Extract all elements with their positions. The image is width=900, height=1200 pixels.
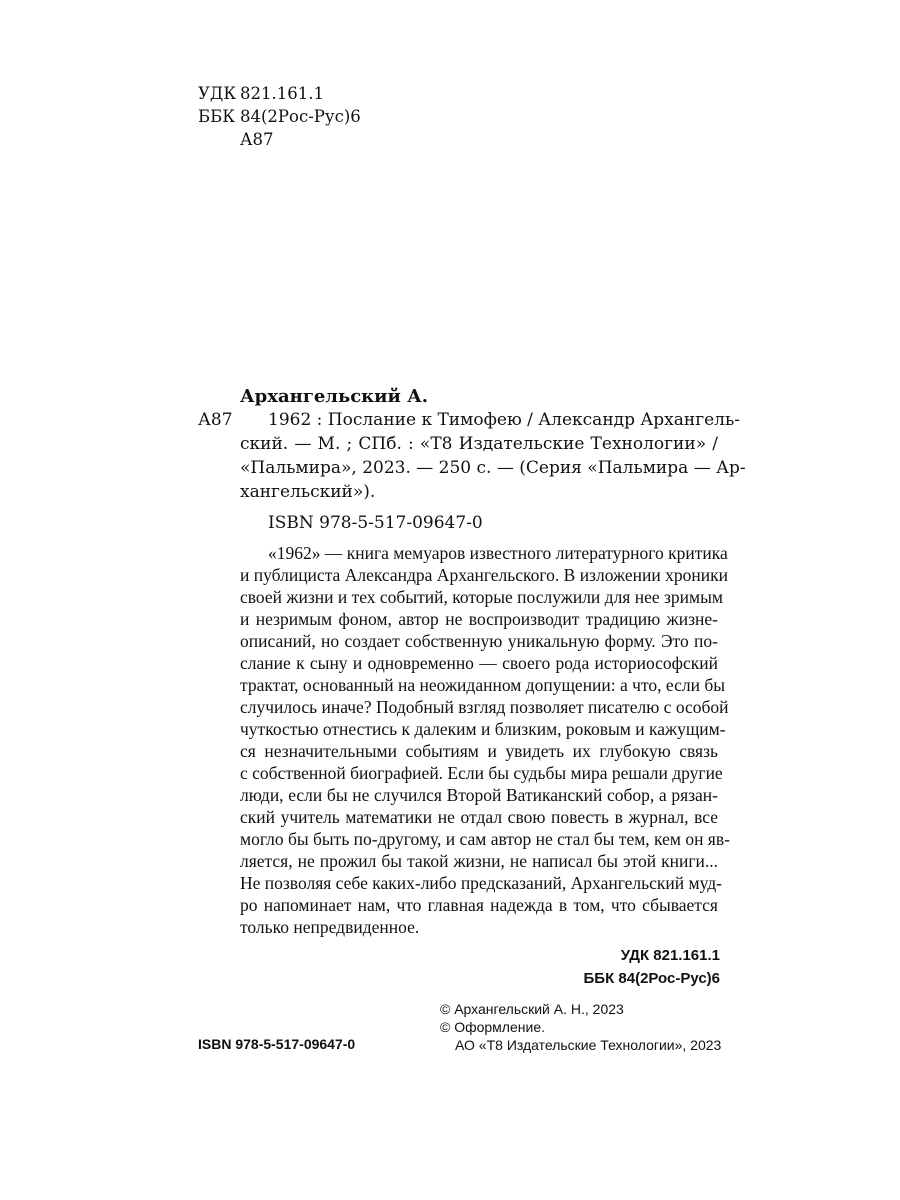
card-entry-line: хангельский»). (240, 482, 376, 502)
abstract-line: могло бы быть по-другому, и сам автор не стал бы тем, кем он яв- (240, 829, 730, 849)
abstract-line: ся незначительными событиям и увидеть их глубокую связь (240, 741, 718, 761)
copyright-author: © Архангельский А. Н., 2023 (440, 1001, 624, 1017)
card-isbn: ISBN 978-5-517-09647-0 (268, 513, 483, 533)
abstract-line: трактат, основанный на неожиданном допущении: а что, если бы (240, 675, 725, 695)
abstract-line: своей жизни и тех событий, которые послужили для нее зримым (240, 587, 723, 607)
abstract-line: ский учитель математики не отдал свою повесть в журнал, все (240, 807, 718, 827)
abstract-line: только непредвиденное. (240, 917, 420, 937)
card-entry-line: ский. — М. ; СПб. : «Т8 Издательские Технологии» / (240, 434, 718, 454)
abstract-line: описаний, но создает собственную уникальную форму. Это по- (240, 631, 718, 651)
udk-label: УДК (198, 84, 237, 103)
abstract-line: ро напоминает нам, что главная надежда в том, что сбывается (240, 895, 718, 915)
copyright-publisher: АО «Т8 Издательские Технологии», 2023 (455, 1037, 722, 1053)
bbk-value: 84(2Рос-Рус)6 (240, 107, 361, 126)
card-entry-line: 1962 : Послание к Тимофею / Александр Архангель- (268, 410, 740, 430)
card-author: Архангельский А. (240, 386, 429, 407)
classification-bbk: ББК 84(2Рос-Рус)6 (583, 970, 720, 987)
abstract-line: люди, если бы не случился Второй Ватиканский собор, а рязан- (240, 785, 718, 805)
author-mark: А87 (240, 130, 274, 149)
abstract-line: с собственной биографией. Если бы судьбы мира решали другие (240, 763, 723, 783)
abstract-line: «1962» — книга мемуаров известного литературного критика (268, 543, 728, 563)
abstract-line: и незримым фоном, автор не воспроизводит традицию жизне- (240, 609, 718, 629)
copyright-design: © Оформление. (440, 1019, 545, 1035)
abstract-line: Не позволяя себе каких-либо предсказаний, Архангельский муд- (240, 873, 722, 893)
udk-value: 821.161.1 (240, 84, 324, 103)
bbk-label: ББК (198, 107, 236, 126)
isbn-bottom: ISBN 978-5-517-09647-0 (198, 1036, 356, 1052)
abstract-line: чуткостью отнестись к далеким и близким, роковым и кажущим- (240, 719, 726, 739)
card-entry-line: «Пальмира», 2023. — 250 с. — (Серия «Пальмира — Ар- (240, 458, 746, 478)
card-author-mark: А87 (198, 410, 233, 430)
abstract-line: и публициста Александра Архангельского. В изложении хроники (240, 565, 728, 585)
abstract-line: слание к сыну и одновременно — своего рода историософский (240, 653, 718, 673)
abstract-line: ляется, не прожил бы такой жизни, не написал бы этой книги... (240, 851, 718, 871)
abstract-line: случилось иначе? Подобный взгляд позволяет писателю с особой (240, 697, 729, 717)
classification-udk: УДК 821.161.1 (620, 947, 720, 964)
